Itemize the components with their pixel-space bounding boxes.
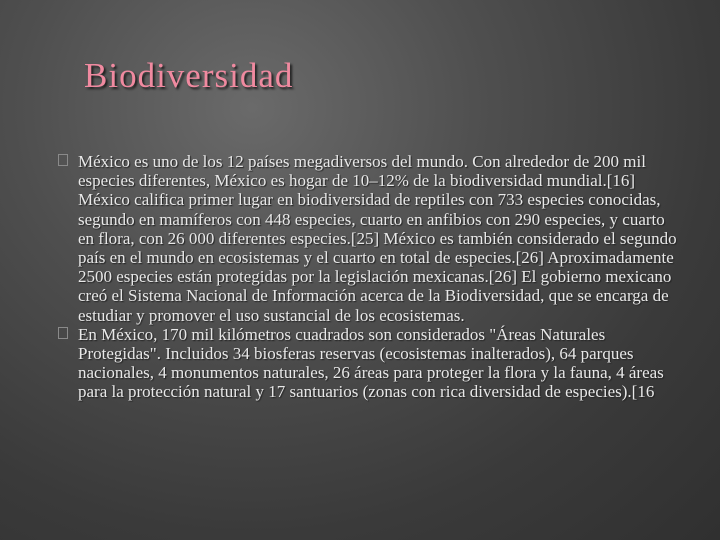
bullet-item [78,152,678,325]
bullet-text: México es uno de los 12 países megadiversos del mundo. Con alrededor de 200 mil especies diferentes, México es hogar de 10–12% de la biodiversidad mundial.[16] México califica primer lugar en biodiversidad de reptiles con 733 especies conocidas, segundo en mamíferos con 448 especies, cuarto en anfibios con 290 especies, y cuarto en flora, con 26 000 diferentes especies.[25] México es también considerado el segundo país en el mundo en ecosistemas y el cuarto en total de especies.[26] Aproximadamente 2500 especies están protegidas por la legislación mexicanas.[26] El gobierno mexicano creó el Sistema Nacional de Información acerca de la Biodiversidad, que se encarga de estudiar y promover el uso sustancial de los ecosistemas. [78,152,677,325]
bullet-item [78,325,678,402]
bullet-list [78,152,678,402]
slide-title: Biodiversidad [84,56,294,95]
replacement-box-icon [58,154,68,166]
replacement-box-icon [58,327,68,339]
bullet-text: En México, 170 mil kilómetros cuadrados son considerados "Áreas Naturales Protegidas". Incluidos 34 biosferas reservas (ecosistemas inalterados), 64 parques nacionales, 4 monumentos naturales, 26 áreas para proteger la flora y la fauna, 4 áreas para la protección natural y 17 santuarios (zonas con rica diversidad de especies).[16 [78,324,664,402]
